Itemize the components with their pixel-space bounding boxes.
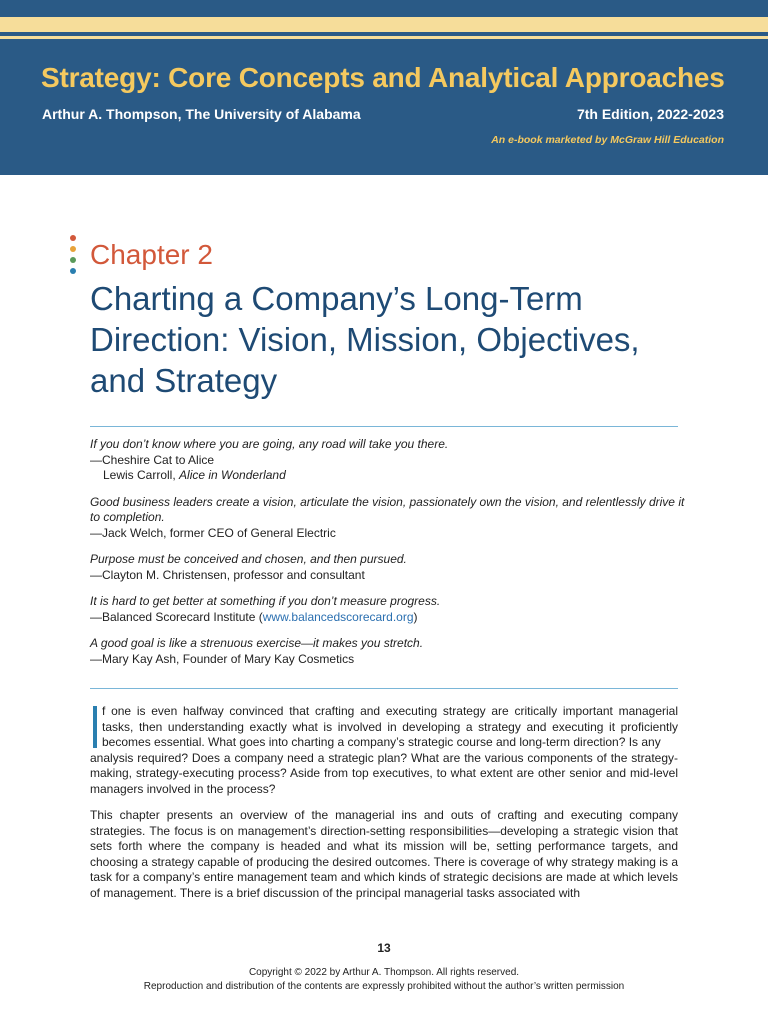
chapter-dots-icon — [70, 235, 76, 279]
quote-sub-attribution — [90, 468, 690, 484]
epigraph — [90, 636, 690, 667]
chapter-label: Chapter 2 — [90, 239, 213, 270]
dot — [70, 246, 76, 252]
copyright-line: Copyright © 2022 by Arthur A. Thompson. All rights reserved. — [248, 967, 520, 978]
chapter-title: Charting a Company’s Long-Term Direction: Vision, Mission, Objectives, and Strategy — [90, 280, 640, 399]
author-line: Arthur A. Thompson, The University of Alabama — [42, 106, 361, 122]
source-title: Alice in Wonderland — [179, 468, 286, 482]
page-number: 13 — [377, 941, 391, 955]
scorecard-link[interactable]: www.balancedscorecard.org — [262, 609, 414, 624]
book-title: Strategy: Core Concepts and Analytical Approaches — [41, 62, 725, 93]
intro-indented-text: f one is even halfway convinced that crafting and executing strategy are critically important managerial tasks, then understanding exactly what is involved in developing a strategy and executing it proficiently becomes essential. What goes into charting a company’s strategic course and long-term direction? Is any — [102, 704, 678, 749]
quote-attribution — [90, 610, 690, 626]
dot — [70, 268, 76, 274]
intro-rest-text: analysis required? Does a company need a strategic plan? What are the various components of the strategy-making, strategy-executing process? Aside from top executives, to what extent are other senior and mid-level managers involved in the process? — [90, 750, 678, 796]
quote-attribution: —Cheshire Cat to Alice — [90, 452, 215, 467]
header-stripe — [0, 17, 768, 32]
quote-text: Purpose must be conceived and chosen, and then pursued. — [90, 552, 407, 566]
edition-line: 7th Edition, 2022-2023 — [576, 106, 724, 122]
book-header — [0, 0, 768, 175]
header-top-band — [0, 0, 768, 16]
divider — [90, 426, 678, 427]
marketer-line: An e-book marketed by McGraw Hill Education — [491, 134, 724, 146]
divider — [90, 688, 678, 689]
rights-notice: Reproduction and distribution of the contents are expressly prohibited without the author’s written permission — [143, 981, 625, 992]
epigraph — [90, 495, 690, 542]
epigraph — [90, 437, 690, 484]
epigraphs — [90, 437, 690, 678]
dot — [70, 257, 76, 263]
epigraph — [90, 594, 690, 625]
dot — [70, 235, 76, 241]
quote-text: It is hard to get better at something if you don’t measure progress. — [90, 594, 441, 608]
quote-attribution: —Mary Kay Ash, Founder of Mary Kay Cosmetics — [90, 651, 355, 666]
copyright-footer — [0, 966, 768, 994]
quote-attribution: —Clayton M. Christensen, professor and consultant — [90, 567, 365, 582]
quote-attribution: —Jack Welch, former CEO of General Electric — [90, 525, 336, 540]
epigraph — [90, 552, 690, 583]
body-paragraph: This chapter presents an overview of the managerial ins and outs of crafting and executing company strategies. The focus is on management’s direction-setting responsibilities—developing a strategic vision that sets forth where the company is headed and what its mission will be, setting performance targets, and choosing a strategy capable of producing the desired outcomes. There is coverage of why strategy making is a task for a company’s entire management team and which kinds of strategic decisions are made at which levels of management. There is a brief discussion of the principal managerial tasks associated with — [90, 808, 678, 900]
quote-text: A good goal is like a strenuous exercise—it makes you stretch. — [90, 636, 424, 650]
source-author: Lewis Carroll, — [103, 468, 180, 482]
quote-text: Good business leaders create a vision, articulate the vision, passionately own the vision, and relentlessly drive it to completion. — [90, 494, 685, 524]
attribution-suffix: ) — [413, 609, 418, 624]
quote-text: If you don’t know where you are going, any road will take you there. — [90, 437, 449, 451]
intro-paragraph — [90, 704, 678, 797]
attribution-prefix: —Balanced Scorecard Institute ( — [90, 609, 263, 624]
header-stripe-thin — [0, 36, 768, 39]
